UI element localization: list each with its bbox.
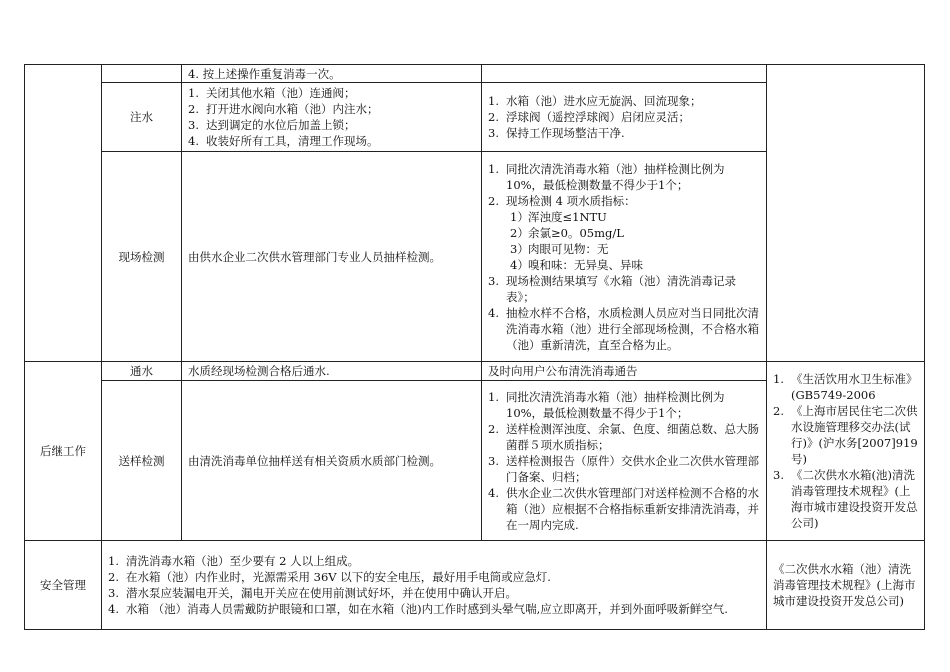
list-item-number: 4. bbox=[488, 485, 499, 500]
list-item-text: 达到调定的水位后加盖上锁； bbox=[206, 118, 356, 132]
list-item bbox=[773, 371, 918, 403]
list-item bbox=[488, 257, 760, 273]
list-item bbox=[488, 241, 760, 257]
list-item-number: 2. bbox=[488, 421, 499, 436]
list-item-text: 抽检水样不合格，水质检测人员应对当日同批次清洗消毒水箱（池）进行全部现场检测，不合格水箱（池）重新清洗，直至合格为止。 bbox=[506, 305, 759, 352]
refs-cell bbox=[767, 362, 925, 541]
ref-cell-continued bbox=[767, 65, 925, 362]
list-item-number: 3. bbox=[488, 126, 499, 140]
safety-ref: 《二次供水水箱（池）清洗消毒管理技术规程》(上海市城市建设投资开发总公司) bbox=[767, 541, 925, 630]
procedure-table bbox=[24, 64, 925, 630]
list-item bbox=[488, 273, 760, 305]
repeat-req-cell bbox=[482, 65, 767, 83]
list-item bbox=[773, 467, 918, 531]
list-item bbox=[188, 85, 475, 101]
repeat-step-cell bbox=[182, 65, 482, 83]
list-item bbox=[108, 601, 760, 617]
repeat-label-cell bbox=[102, 65, 182, 83]
list-item-text: 《生活饮用水卫生标准》(GB5749-2006 bbox=[791, 372, 918, 402]
list-item-text: 同批次清洗消毒水箱（池）抽样检测比例为10%，最低检测数量不得少于1个； bbox=[506, 161, 725, 192]
list-item-number: 2. bbox=[488, 110, 499, 124]
list-item-number: 4） bbox=[510, 257, 529, 272]
repeat-step: 4. 按上述操作重复消毒一次。 bbox=[188, 66, 341, 81]
list-item bbox=[488, 421, 760, 453]
list-item bbox=[188, 101, 475, 117]
list-item bbox=[488, 225, 760, 241]
lab-label: 送样检测 bbox=[102, 381, 182, 541]
list-item-text: 余氯≥0。05mg/L bbox=[528, 225, 624, 240]
list-item-number: 4. bbox=[188, 134, 199, 148]
list-item bbox=[188, 117, 475, 133]
list-item-number: 3. bbox=[773, 468, 784, 482]
list-item-number: 3. bbox=[488, 273, 499, 288]
list-item-number: 1. bbox=[108, 554, 119, 568]
fill-steps bbox=[182, 83, 482, 152]
list-item-text: 水箱 （池）消毒人员需戴防护眼镜和口罩，如在水箱（池)内工作时感到头晕气喘,应立即离开，并到外面呼吸新鲜空气. bbox=[126, 602, 728, 616]
list-item-number: 1） bbox=[510, 209, 529, 224]
list-item-number: 4. bbox=[108, 602, 119, 616]
list-item bbox=[488, 209, 760, 225]
list-item-text: 同批次清洗消毒水箱（池）抽样检测比例为10%，最低检测数量不得少于1个； bbox=[506, 389, 725, 420]
list-item bbox=[488, 485, 760, 533]
list-item-number: 2. bbox=[773, 404, 784, 418]
onsite-step: 由供水企业二次供水管理部门专业人员抽样检测。 bbox=[182, 152, 482, 362]
list-item-text: 浮球阀（遥控浮球阀）启闭应灵活； bbox=[506, 110, 690, 124]
list-item-number: 4. bbox=[488, 305, 499, 320]
list-item-number: 3） bbox=[510, 241, 529, 256]
list-item-number: 1. bbox=[488, 94, 499, 108]
list-item-number: 1. bbox=[188, 86, 199, 100]
list-item-number: 1. bbox=[488, 389, 499, 404]
list-item bbox=[108, 569, 760, 585]
list-item bbox=[488, 453, 760, 485]
list-item-text: 《上海市居民住宅二次供水设施管理移交办法(试行)》(沪水务[2007]919号) bbox=[791, 404, 918, 466]
list-item bbox=[108, 585, 760, 601]
list-item-number: 2. bbox=[108, 570, 119, 584]
list-item bbox=[488, 161, 760, 193]
list-item-text: 在水箱（池）内作业时，光源需采用 36V 以下的安全电压，最好用手电筒或应急灯. bbox=[126, 570, 551, 584]
list-item-text: 送样检测报告（原件）交供水企业二次供水管理部门备案、归档； bbox=[506, 453, 759, 484]
water-req: 及时向用户公布清洗消毒通告 bbox=[482, 362, 767, 381]
list-item bbox=[773, 403, 918, 467]
list-item-number: 2. bbox=[488, 193, 499, 208]
list-item bbox=[488, 125, 760, 141]
list-item-text: 现场检测结果填写《水箱（池）清洗消毒记录表》； bbox=[506, 273, 736, 304]
list-item-text: 浑浊度≤1NTU bbox=[528, 209, 607, 224]
list-item bbox=[188, 133, 475, 149]
onsite-label: 现场检测 bbox=[102, 152, 182, 362]
list-item-text: 潜水泵应装漏电开关，漏电开关应在使用前测试好坏，并在使用中确认开启。 bbox=[126, 586, 517, 600]
list-item bbox=[108, 553, 760, 569]
water-step: 水质经现场检测合格后通水. bbox=[182, 362, 482, 381]
list-item-number: 1. bbox=[488, 161, 499, 176]
list-item-text: 收装好所有工具，清理工作现场。 bbox=[206, 134, 379, 148]
safety-section-label: 安全管理 bbox=[25, 541, 102, 630]
onsite-reqs bbox=[482, 152, 767, 362]
followup-section-label: 后继工作 bbox=[25, 362, 102, 541]
list-item-number: 3. bbox=[188, 118, 199, 132]
list-item-text: 打开进水阀向水箱（池）内注水； bbox=[206, 102, 379, 116]
lab-reqs bbox=[482, 381, 767, 541]
list-item bbox=[488, 193, 760, 209]
list-item-text: 肉眼可见物：无 bbox=[528, 241, 609, 256]
list-item-number: 3. bbox=[108, 586, 119, 600]
fill-reqs bbox=[482, 83, 767, 152]
list-item-number: 2. bbox=[188, 102, 199, 116]
list-item-number: 1. bbox=[773, 372, 784, 386]
list-item-number: 2） bbox=[510, 225, 529, 240]
list-item-number: 3. bbox=[488, 453, 499, 468]
list-item-text: 嗅和味：无异臭、异味 bbox=[528, 257, 643, 272]
section-cell-continued bbox=[25, 65, 102, 362]
list-item bbox=[488, 389, 760, 421]
list-item-text: 供水企业二次供水管理部门对送样检测不合格的水箱（池）应根据不合格指标重新安排清洗消毒，并在一周内完成. bbox=[506, 485, 759, 532]
list-item-text: 清洗消毒水箱（池）至少要有 2 人以上组成。 bbox=[126, 554, 360, 568]
fill-label: 注水 bbox=[102, 83, 182, 152]
list-item bbox=[488, 109, 760, 125]
list-item bbox=[488, 93, 760, 109]
list-item-text: 《二次供水水箱(池)清洗消毒管理技术规程》(上海市城市建设投资开发总公司) bbox=[791, 468, 918, 530]
list-item bbox=[488, 305, 760, 353]
list-item-text: 保持工作现场整洁干净. bbox=[506, 126, 625, 140]
list-item-text: 现场检测 4 项水质指标： bbox=[506, 193, 636, 208]
lab-step: 由清洗消毒单位抽样送有相关资质水质部门检测。 bbox=[182, 381, 482, 541]
safety-items bbox=[102, 541, 767, 630]
list-item-text: 水箱（池）进水应无旋涡、回流现象； bbox=[506, 94, 702, 108]
water-label: 通水 bbox=[102, 362, 182, 381]
list-item-text: 关闭其他水箱（池）连通阀； bbox=[206, 86, 356, 100]
list-item-text: 送样检测浑浊度、余氯、色度、细菌总数、总大肠菌群５项水质指标； bbox=[506, 421, 759, 452]
